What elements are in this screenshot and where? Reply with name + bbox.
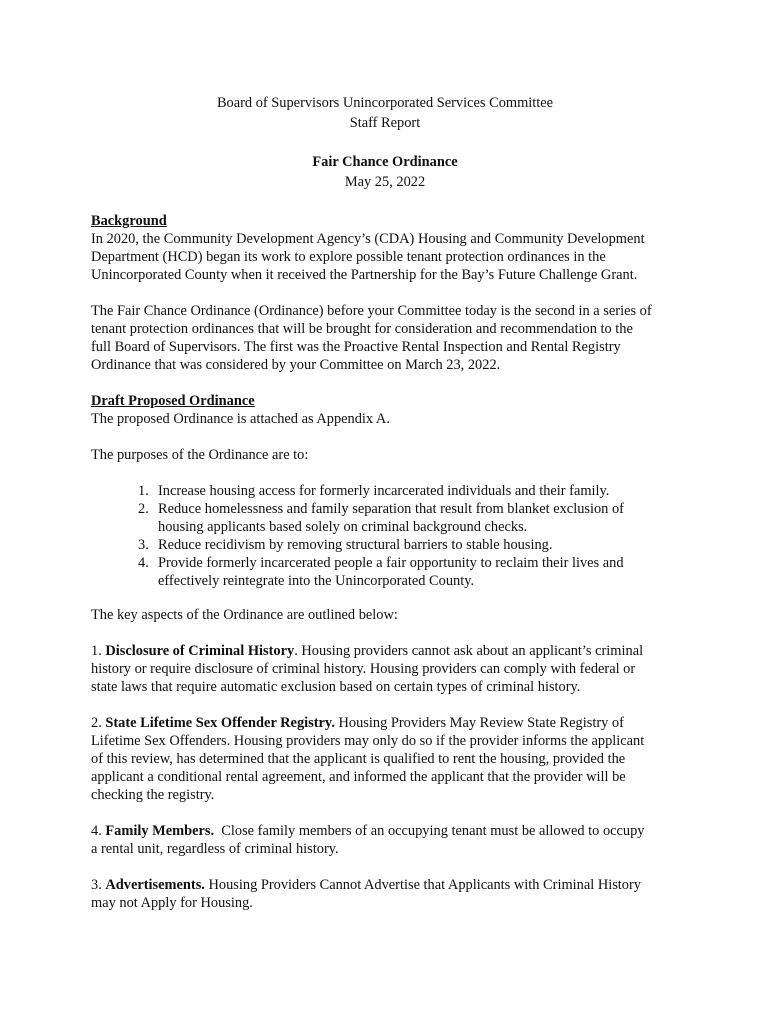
aspect-first-line — [91, 642, 691, 660]
list-number: 4. — [138, 555, 149, 571]
aspect-title: State Lifetime Sex Offender Registry. — [105, 715, 335, 731]
aspect-registry — [91, 714, 691, 804]
paragraph-line: tenant protection ordinances that will be brought for consideration and recommendation to the — [91, 321, 633, 337]
draft-section — [91, 392, 691, 428]
background-paragraph-2 — [91, 302, 691, 374]
paragraph-line: history or require disclosure of criminal history. Housing providers can comply with federal or — [91, 661, 636, 677]
aspect-title: Disclosure of Criminal History — [105, 643, 295, 659]
list-item-text: effectively reintegrate into the Unincorporated County. — [158, 573, 475, 589]
paragraph-line: The Fair Chance Ordinance (Ordinance) before your Committee today is the second in a series of — [91, 303, 652, 319]
aspect-number: 1. — [91, 643, 106, 659]
aspect-title: Family Members. — [105, 823, 215, 839]
aspect-first-line — [91, 876, 691, 894]
list-item-text: Increase housing access for formerly incarcerated individuals and their family. — [158, 483, 610, 499]
paragraph-line: Ordinance that was considered by your Committee on March 23, 2022. — [91, 357, 501, 373]
aspect-number: 2. — [91, 715, 106, 731]
aspect-text: . Housing providers cannot ask about an applicant’s criminal — [294, 643, 644, 659]
aspect-text: Housing Providers May Review State Registry of — [334, 715, 624, 731]
background-section — [91, 212, 691, 284]
section-heading-draft: Draft Proposed Ordinance — [91, 393, 255, 409]
aspect-family — [91, 822, 691, 858]
aspect-title: Advertisements. — [105, 877, 205, 893]
list-item — [91, 536, 691, 554]
aspect-number: 4. — [91, 823, 106, 839]
report-type: Staff Report — [349, 115, 421, 131]
list-item-text: housing applicants based solely on criminal background checks. — [158, 519, 528, 535]
purposes-intro — [91, 446, 691, 464]
paragraph-line: checking the registry. — [91, 787, 215, 803]
aspect-text: Housing Providers Cannot Advertise that Applicants with Criminal History — [204, 877, 641, 893]
paragraph-line: may not Apply for Housing. — [91, 895, 253, 911]
paragraph-line: Lifetime Sex Offenders. Housing providers may only do so if the provider informs the applicant — [91, 733, 645, 749]
key-aspects-intro — [91, 606, 691, 624]
paragraph-line: The key aspects of the Ordinance are outlined below: — [91, 607, 398, 623]
aspect-first-line — [91, 714, 691, 732]
paragraph-line: of this review, has determined that the applicant is qualified to rent the housing, provided the — [91, 751, 626, 767]
list-item — [91, 482, 691, 500]
purposes-list — [91, 482, 691, 590]
list-item-text: Reduce recidivism by removing structural barriers to stable housing. — [158, 537, 553, 553]
list-number: 2. — [138, 501, 149, 517]
aspect-text: Close family members of an occupying tenant must be allowed to occupy — [214, 823, 645, 839]
document-date: May 25, 2022 — [344, 174, 426, 190]
paragraph-line: Unincorporated County when it received the Partnership for the Bay’s Future Challenge Grant. — [91, 267, 638, 283]
document-title: Fair Chance Ordinance — [312, 154, 458, 170]
list-number: 1. — [138, 483, 149, 499]
paragraph-line: The proposed Ordinance is attached as Appendix A. — [91, 411, 390, 427]
aspect-advertisements — [91, 876, 691, 912]
list-item — [91, 500, 691, 536]
paragraph-line: Department (HCD) began its work to explore possible tenant protection ordinances in the — [91, 249, 606, 265]
aspect-number: 3. — [91, 877, 106, 893]
paragraph-line: applicant a conditional rental agreement, and informed the applicant that the provider will be — [91, 769, 626, 785]
paragraph-line: full Board of Supervisors. The first was the Proactive Rental Inspection and Rental Registry — [91, 339, 621, 355]
paragraph-line: state laws that require automatic exclusion based on certain types of criminal history. — [91, 679, 581, 695]
list-number: 3. — [138, 537, 149, 553]
list-item — [91, 554, 691, 590]
paragraph-line: a rental unit, regardless of criminal history. — [91, 841, 339, 857]
aspect-disclosure — [91, 642, 691, 696]
section-heading-background: Background — [91, 213, 167, 229]
aspect-first-line — [91, 822, 691, 840]
paragraph-line: The purposes of the Ordinance are to: — [91, 447, 309, 463]
committee-name: Board of Supervisors Unincorporated Services Committee — [216, 95, 554, 111]
list-item-text: Reduce homelessness and family separation that result from blanket exclusion of — [158, 501, 624, 517]
paragraph-line: In 2020, the Community Development Agency’s (CDA) Housing and Community Development — [91, 231, 645, 247]
list-item-text: Provide formerly incarcerated people a fair opportunity to reclaim their lives and — [158, 555, 624, 571]
